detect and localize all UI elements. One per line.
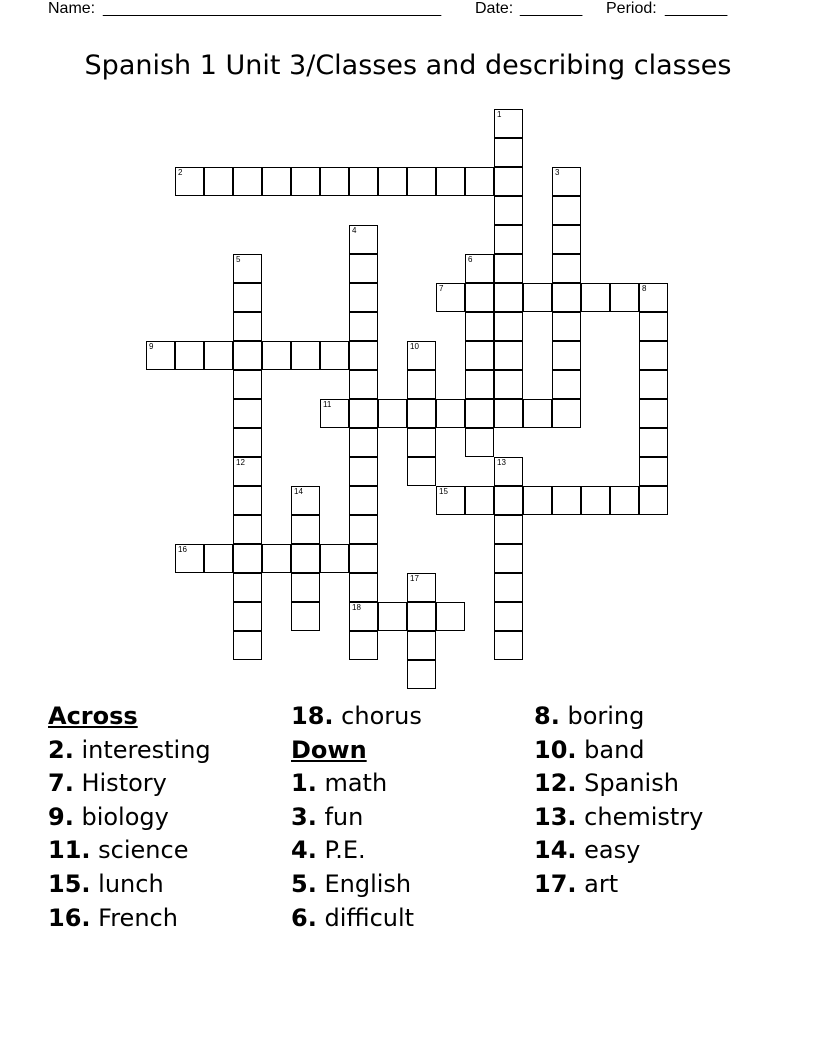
crossword-cell[interactable] (291, 544, 320, 573)
crossword-cell[interactable] (494, 573, 523, 602)
crossword-cell[interactable] (610, 283, 639, 312)
crossword-cell[interactable] (146, 341, 175, 370)
crossword-cell[interactable] (436, 167, 465, 196)
crossword-cell[interactable] (233, 515, 262, 544)
crossword-cell[interactable] (552, 312, 581, 341)
crossword-cell[interactable] (175, 167, 204, 196)
crossword-cell[interactable] (407, 457, 436, 486)
crossword-cell[interactable] (552, 486, 581, 515)
crossword-cell[interactable] (233, 631, 262, 660)
cell-number: 7 (439, 284, 444, 293)
crossword-cell[interactable] (552, 370, 581, 399)
cell-number: 11 (323, 400, 332, 409)
clue-down-5: 5. English (291, 869, 412, 898)
crossword-cell[interactable] (494, 341, 523, 370)
crossword-cell[interactable] (204, 341, 233, 370)
crossword-cell[interactable] (465, 486, 494, 515)
name-blank[interactable]: ______________________________________ (103, 0, 442, 17)
crossword-cell[interactable] (407, 341, 436, 370)
crossword-cell[interactable] (349, 370, 378, 399)
crossword-cell[interactable] (349, 544, 378, 573)
cell-number: 2 (178, 168, 183, 177)
cell-number: 9 (149, 342, 154, 351)
crossword-cell[interactable] (552, 196, 581, 225)
crossword-cell[interactable] (233, 167, 262, 196)
crossword-cell[interactable] (465, 341, 494, 370)
crossword-cell[interactable] (349, 167, 378, 196)
cell-number: 3 (555, 168, 560, 177)
crossword-cell[interactable] (349, 399, 378, 428)
crossword-cell[interactable] (262, 167, 291, 196)
cell-number: 16 (178, 545, 187, 554)
cell-number: 15 (439, 487, 448, 496)
crossword-cell[interactable] (204, 167, 233, 196)
clue-down-10: 10. band (534, 735, 645, 764)
crossword-cell[interactable] (349, 312, 378, 341)
crossword-cell[interactable] (175, 544, 204, 573)
clue-down-1: 1. math (291, 769, 388, 798)
cell-number: 8 (642, 284, 647, 293)
crossword-cell[interactable] (523, 283, 552, 312)
clue-down-4: 4. P.E. (291, 836, 366, 865)
crossword-cell[interactable] (378, 602, 407, 631)
cell-number: 17 (410, 574, 419, 583)
crossword-cell[interactable] (349, 515, 378, 544)
crossword-cell[interactable] (291, 341, 320, 370)
crossword-cell[interactable] (523, 486, 552, 515)
clue-across-18: 18. chorus (291, 702, 422, 730)
crossword-cell[interactable] (639, 312, 668, 341)
crossword-cell[interactable] (320, 544, 349, 573)
crossword-cell[interactable] (349, 631, 378, 660)
crossword-cell[interactable] (465, 370, 494, 399)
crossword-cell[interactable] (349, 428, 378, 457)
crossword-cell[interactable] (233, 544, 262, 573)
clue-down-6: 6. difficult (291, 903, 415, 932)
page-title: Spanish 1 Unit 3/Classes and describing classes (84, 50, 732, 81)
crossword-cell[interactable] (436, 602, 465, 631)
clue-down-8: 8. boring (534, 702, 645, 730)
crossword-cell[interactable] (494, 138, 523, 167)
clue-down-3: 3. fun (291, 802, 364, 831)
crossword-cell[interactable] (610, 486, 639, 515)
crossword-cell[interactable] (465, 254, 494, 283)
crossword-cell[interactable] (494, 457, 523, 486)
cell-number: 18 (352, 603, 361, 612)
cell-number: 13 (497, 458, 506, 467)
crossword-cell[interactable] (320, 167, 349, 196)
crossword-cell[interactable] (494, 631, 523, 660)
crossword-cell[interactable] (552, 225, 581, 254)
clue-column-1 (48, 700, 211, 935)
crossword-cell[interactable] (349, 486, 378, 515)
crossword-cell[interactable] (465, 399, 494, 428)
crossword-cell[interactable] (552, 254, 581, 283)
cell-number: 12 (236, 458, 245, 467)
crossword-cell[interactable] (494, 486, 523, 515)
clue-across-9: 9. biology (48, 802, 169, 831)
cell-number: 6 (468, 255, 473, 264)
crossword-cell[interactable] (349, 283, 378, 312)
crossword-cell[interactable] (581, 283, 610, 312)
crossword-cell[interactable] (233, 399, 262, 428)
date-blank[interactable]: _______ (520, 0, 583, 17)
crossword-cell[interactable] (639, 283, 668, 312)
crossword-cell[interactable] (523, 399, 552, 428)
cell-number: 4 (352, 226, 357, 235)
clue-across-7: 7. History (48, 769, 167, 798)
crossword-cell[interactable] (233, 602, 262, 631)
crossword-cell[interactable] (291, 573, 320, 602)
crossword-cell[interactable] (639, 428, 668, 457)
crossword-cell[interactable] (639, 486, 668, 515)
crossword-cell[interactable] (494, 196, 523, 225)
crossword-cell[interactable] (233, 341, 262, 370)
crossword-cell[interactable] (407, 428, 436, 457)
crossword-cell[interactable] (465, 283, 494, 312)
crossword-cell[interactable] (494, 312, 523, 341)
crossword-cell[interactable] (494, 167, 523, 196)
crossword-cell[interactable] (407, 602, 436, 631)
crossword-cell[interactable] (262, 544, 291, 573)
crossword-cell[interactable] (494, 515, 523, 544)
crossword-cell[interactable] (465, 428, 494, 457)
crossword-cell[interactable] (552, 283, 581, 312)
crossword-cell[interactable] (407, 167, 436, 196)
crossword-cell[interactable] (233, 283, 262, 312)
crossword-cell[interactable] (494, 399, 523, 428)
crossword-cell[interactable] (436, 399, 465, 428)
clue-column-3 (534, 700, 703, 902)
crossword-cell[interactable] (436, 283, 465, 312)
crossword-cell[interactable] (233, 254, 262, 283)
crossword-cell[interactable] (494, 370, 523, 399)
clue-across-16: 16. French (48, 903, 178, 932)
crossword-cell[interactable] (204, 544, 233, 573)
crossword-cell[interactable] (378, 399, 407, 428)
crossword-cell[interactable] (233, 312, 262, 341)
clue-across-11: 11. science (48, 836, 189, 865)
clue-across-2: 2. interesting (48, 735, 211, 764)
clue-down-17: 17. art (534, 869, 619, 898)
crossword-cell[interactable] (465, 312, 494, 341)
crossword-cell[interactable] (407, 631, 436, 660)
crossword-cell[interactable] (233, 573, 262, 602)
crossword-cell[interactable] (494, 109, 523, 138)
name-label: Name: (48, 0, 96, 17)
across-heading: Across (48, 702, 138, 730)
crossword-cell[interactable] (552, 399, 581, 428)
crossword-cell[interactable] (407, 399, 436, 428)
period-blank[interactable]: _______ (665, 0, 728, 17)
crossword-cell[interactable] (494, 544, 523, 573)
clue-across-15: 15. lunch (48, 869, 164, 898)
crossword-cell[interactable] (349, 573, 378, 602)
crossword-cell[interactable] (639, 370, 668, 399)
down-heading: Down (291, 735, 367, 764)
crossword-cell[interactable] (349, 602, 378, 631)
cell-number: 14 (294, 487, 303, 496)
crossword-cell[interactable] (349, 341, 378, 370)
cell-number: 1 (497, 110, 502, 119)
crossword-cell[interactable] (291, 602, 320, 631)
crossword-cell[interactable] (320, 399, 349, 428)
date-label: Date: (475, 0, 514, 17)
crossword-cell[interactable] (407, 370, 436, 399)
period-label: Period: (606, 0, 657, 17)
clue-down-14: 14. easy (534, 836, 641, 865)
crossword-cell[interactable] (233, 457, 262, 486)
crossword-cell[interactable] (349, 457, 378, 486)
crossword-cell[interactable] (175, 341, 204, 370)
clue-down-12: 12. Spanish (534, 769, 679, 798)
cell-number: 10 (410, 342, 419, 351)
crossword-cell[interactable] (639, 457, 668, 486)
crossword-cell[interactable] (407, 660, 436, 689)
crossword-cell[interactable] (494, 283, 523, 312)
crossword-cell[interactable] (291, 486, 320, 515)
crossword-cell[interactable] (494, 225, 523, 254)
clue-column-2 (291, 700, 422, 935)
crossword-cell[interactable] (552, 341, 581, 370)
cell-number: 5 (236, 255, 241, 264)
crossword-cell[interactable] (233, 428, 262, 457)
crossword-cell[interactable] (465, 167, 494, 196)
crossword-cell[interactable] (436, 486, 465, 515)
crossword-cell[interactable] (320, 341, 349, 370)
crossword-cell[interactable] (233, 486, 262, 515)
crossword-cell[interactable] (378, 167, 407, 196)
crossword-cell[interactable] (494, 602, 523, 631)
crossword-cell[interactable] (407, 573, 436, 602)
crossword-cell[interactable] (494, 254, 523, 283)
crossword-cell[interactable] (639, 341, 668, 370)
clue-down-13: 13. chemistry (534, 802, 704, 831)
crossword-cell[interactable] (581, 486, 610, 515)
crossword-cell[interactable] (291, 515, 320, 544)
crossword-cell[interactable] (291, 167, 320, 196)
crossword-cell[interactable] (262, 341, 291, 370)
crossword-cell[interactable] (639, 399, 668, 428)
crossword-cell[interactable] (349, 225, 378, 254)
crossword-cell[interactable] (552, 167, 581, 196)
crossword-cell[interactable] (349, 254, 378, 283)
crossword-cell[interactable] (233, 370, 262, 399)
